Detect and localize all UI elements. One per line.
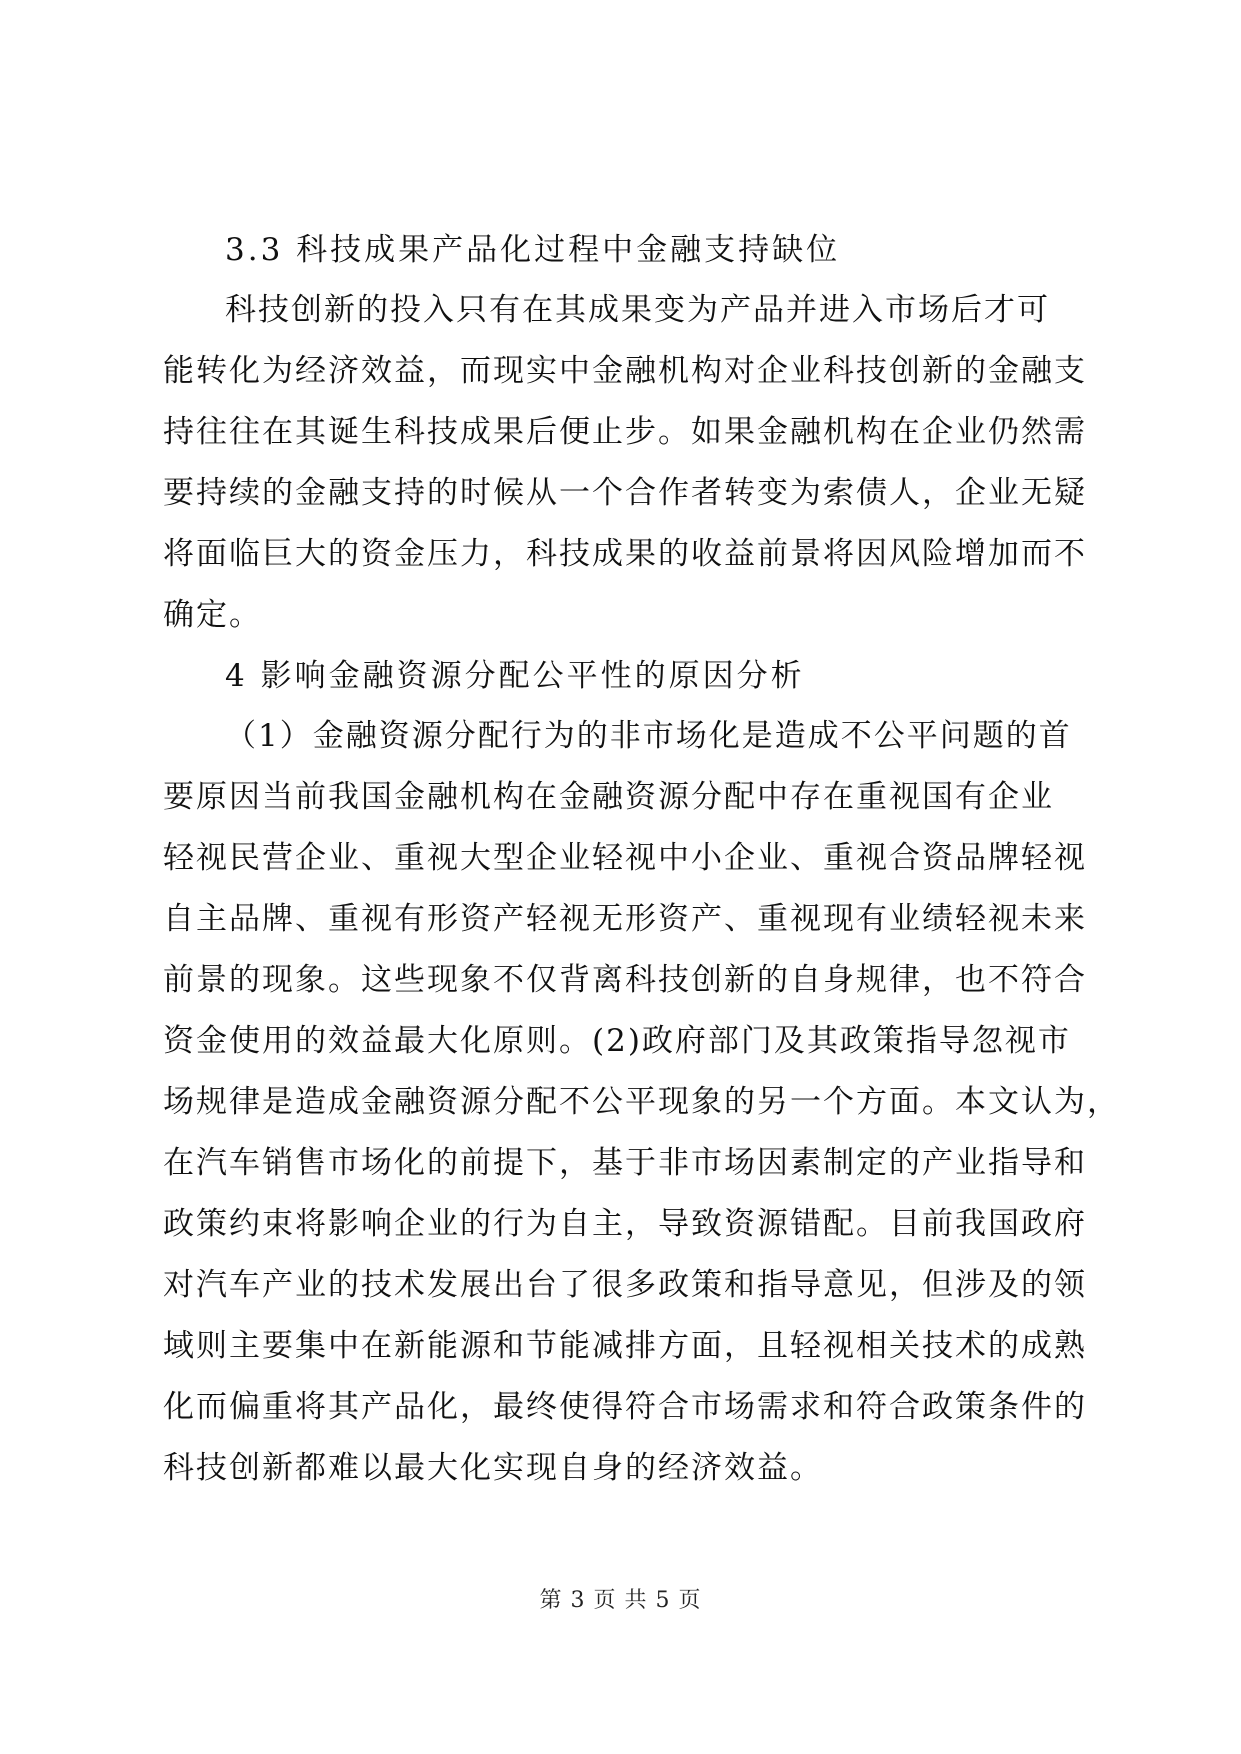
- paragraph-line: 将面临巨大的资金压力，科技成果的收益前景将因风险增加而不: [163, 536, 1087, 572]
- paragraph-line: 域则主要集中在新能源和节能减排方面，且轻视相关技术的成熟: [163, 1328, 1087, 1364]
- paragraph-line: 政策约束将影响企业的行为自主，导致资源错配。目前我国政府: [163, 1206, 1087, 1242]
- paragraph-line: 自主品牌、重视有形资产轻视无形资产、重视现有业绩轻视未来: [163, 901, 1087, 937]
- section-heading-3-3: 3.3 科技成果产品化过程中金融支持缺位: [225, 232, 841, 268]
- document-body: [163, 220, 1120, 1499]
- paragraph-line: 科技创新都难以最大化实现自身的经济效益。: [163, 1450, 823, 1486]
- paragraph-line: 场规律是造成金融资源分配不公平现象的另一个方面。本文认为，: [163, 1084, 1120, 1120]
- paragraph-line: （1）金融资源分配行为的非市场化是造成不公平问题的首: [225, 718, 1072, 754]
- paragraph-line: 在汽车销售市场化的前提下，基于非市场因素制定的产业指导和: [163, 1145, 1087, 1181]
- paragraph-line: 要原因当前我国金融机构在金融资源分配中存在重视国有企业: [163, 779, 1054, 815]
- paragraph-line: 资金使用的效益最大化原则。(2)政府部门及其政策指导忽视市: [163, 1023, 1071, 1059]
- paragraph-line: 对汽车产业的技术发展出台了很多政策和指导意见，但涉及的领: [163, 1267, 1087, 1303]
- paragraph-line: 能转化为经济效益，而现实中金融机构对企业科技创新的金融支: [163, 353, 1087, 389]
- paragraph-line: 确定。: [163, 597, 262, 633]
- paragraph-cause-analysis: [163, 706, 1120, 1499]
- paragraph-line: 前景的现象。这些现象不仅背离科技创新的自身规律，也不符合: [163, 962, 1087, 998]
- page-footer: 第 3 页 共 5 页: [539, 1588, 702, 1613]
- paragraph-line: 持往往在其诞生科技成果后便止步。如果金融机构在企业仍然需: [163, 414, 1087, 450]
- paragraph-line: 化而偏重将其产品化，最终使得符合市场需求和符合政策条件的: [163, 1389, 1087, 1425]
- paragraph-line: 科技创新的投入只有在其成果变为产品并进入市场后才可: [225, 292, 1050, 328]
- paragraph-line: 轻视民营企业、重视大型企业轻视中小企业、重视合资品牌轻视: [163, 840, 1087, 876]
- paragraph-line: 要持续的金融支持的时候从一个合作者转变为索债人，企业无疑: [163, 475, 1087, 511]
- section-heading-4: 4 影响金融资源分配公平性的原因分析: [225, 658, 805, 694]
- paragraph-financial-support-gap: [163, 280, 1087, 646]
